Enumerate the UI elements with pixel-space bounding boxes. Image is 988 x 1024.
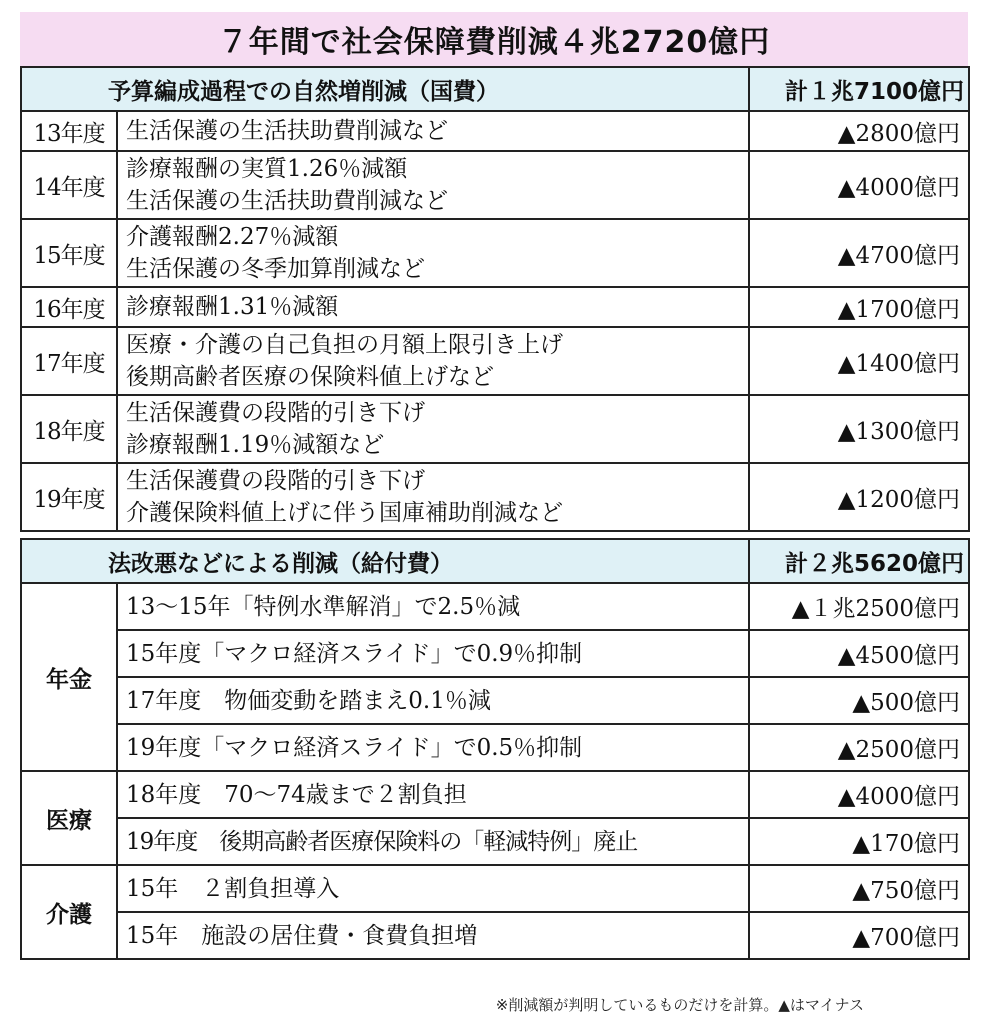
cuts-infographic [20,12,968,960]
desc-cell: 15年 施設の居住費・食費負担増 [117,912,749,959]
year-cell: 17年度 [21,327,117,395]
amount-cell: ▲1400億円 [749,327,969,395]
category-cell-care: 介護 [21,865,117,959]
amount-cell: ▲500億円 [749,677,969,724]
year-cell: 13年度 [21,111,117,151]
section1-header [21,67,969,111]
section2-header [21,539,969,583]
category-cell-medical: 医療 [21,771,117,865]
desc-cell [117,111,749,151]
main-title: ７年間で社会保障費削減４兆2720億円 [20,12,968,66]
desc-line: 生活保護の冬季加算削減など [126,256,425,282]
amount-cell: ▲１兆2500億円 [749,583,969,630]
table-row [21,771,969,818]
amount-cell: ▲750億円 [749,865,969,912]
desc-cell [117,463,749,531]
section-gap [21,531,969,539]
desc-cell: 17年度 物価変動を踏まえ0.1％減 [117,677,749,724]
year-cell: 19年度 [21,463,117,531]
table-row [21,219,969,287]
desc-line: 介護保険料値上げに伴う国庫補助削減など [126,500,563,526]
year-cell: 14年度 [21,151,117,219]
amount-cell: ▲2500億円 [749,724,969,771]
desc-cell: 19年度「マクロ経済スライド」で0.5％抑制 [117,724,749,771]
desc-cell: 15年度「マクロ経済スライド」で0.9％抑制 [117,630,749,677]
desc-line: 介護報酬2.27％減額 [126,224,339,250]
section1-total: 計１兆7100億円 [749,67,969,111]
table-row [21,677,969,724]
footnote: ※削減額が判明しているものだけを計算。▲はマイナス [495,996,864,1014]
desc-cell: 13～15年「特例水準解消」で2.5％減 [117,583,749,630]
table-row [21,327,969,395]
desc-cell [117,219,749,287]
desc-cell [117,327,749,395]
desc-cell: 19年度 後期高齢者医療保険料の「軽減特例」廃止 [117,818,749,865]
desc-cell [117,151,749,219]
desc-line: 診療報酬の実質1.26％減額 [126,156,408,182]
desc-line: 生活保護の生活扶助費削減など [126,188,448,214]
section2-label: 法改悪などによる削減（給付費） [21,539,749,583]
desc-cell: 18年度 70～74歳まで２割負担 [117,771,749,818]
cuts-table [20,66,970,960]
table-row [21,287,969,327]
amount-cell: ▲2800億円 [749,111,969,151]
amount-cell: ▲1300億円 [749,395,969,463]
year-cell: 16年度 [21,287,117,327]
table-row [21,912,969,959]
section1-label: 予算編成過程での自然増削減（国費） [21,67,749,111]
desc-line: 診療報酬1.31％減額 [126,294,339,320]
amount-cell: ▲1200億円 [749,463,969,531]
section2-total: 計２兆5620億円 [749,539,969,583]
desc-line: 生活保護費の段階的引き下げ [126,468,425,494]
desc-cell: 15年 ２割負担導入 [117,865,749,912]
table-row [21,818,969,865]
desc-line: 後期高齢者医療の保険料値上げなど [126,364,494,390]
desc-line: 医療・介護の自己負担の月額上限引き上げ [126,332,563,358]
amount-cell: ▲1700億円 [749,287,969,327]
amount-cell: ▲4700億円 [749,219,969,287]
desc-cell [117,395,749,463]
table-row [21,630,969,677]
amount-cell: ▲4000億円 [749,151,969,219]
desc-cell [117,287,749,327]
year-cell: 15年度 [21,219,117,287]
table-row [21,865,969,912]
table-row [21,583,969,630]
table-row [21,463,969,531]
amount-cell: ▲4000億円 [749,771,969,818]
year-cell: 18年度 [21,395,117,463]
desc-line: 診療報酬1.19％減額など [126,432,385,458]
table-row [21,724,969,771]
category-cell-pension: 年金 [21,583,117,771]
table-row [21,111,969,151]
amount-cell: ▲700億円 [749,912,969,959]
desc-line: 生活保護の生活扶助費削減など [126,118,448,144]
desc-line: 生活保護費の段階的引き下げ [126,400,425,426]
table-row [21,151,969,219]
amount-cell: ▲170億円 [749,818,969,865]
amount-cell: ▲4500億円 [749,630,969,677]
table-row [21,395,969,463]
